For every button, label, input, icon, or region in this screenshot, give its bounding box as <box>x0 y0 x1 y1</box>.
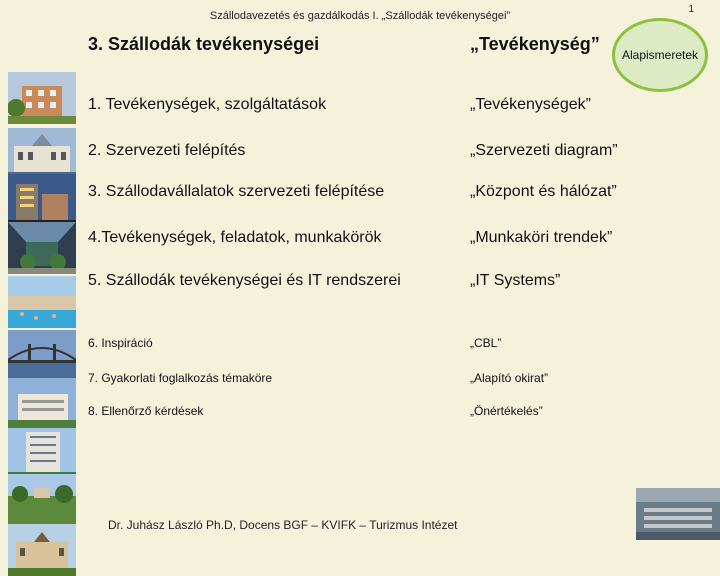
row-2-title: 2. Szervezeti felépítés <box>88 142 246 159</box>
row-4-title: 4.Tevékenységek, feladatok, munkakörök <box>88 229 382 246</box>
row-8-title: 8. Ellenőrző kérdések <box>88 404 204 418</box>
footer-credit: Dr. Juhász László Ph.D, Docens BGF – KVIFK – Turizmus Intézet <box>108 518 458 532</box>
row-5-title: 5. Szállodák tevékenységei és IT rendszerei <box>88 272 401 289</box>
row-5-keyword: „IT Systems” <box>470 272 561 289</box>
page-number: 1 <box>688 4 694 15</box>
row-4-keyword: „Munkaköri trendek” <box>470 229 613 246</box>
resort-photo <box>8 378 76 430</box>
alapismeretek-badge[interactable] <box>612 18 708 92</box>
row-1-title: 1. Tevékenységek, szolgáltatások <box>88 96 327 113</box>
castle-photo <box>8 524 76 576</box>
slide-title: 3. Szállodák tevékenységei <box>88 34 320 54</box>
hotel-building-photo <box>8 72 76 124</box>
slide-header: Szállodavezetés és gazdálkodás I. „Szállodák tevékenységei” <box>209 10 511 22</box>
row-8-keyword: „Önértékelés” <box>470 404 543 418</box>
bridge-photo <box>8 330 76 382</box>
conference-room-photo <box>636 488 720 540</box>
row-6-title: 6. Inspiráció <box>88 336 153 350</box>
row-7-title: 7. Gyakorlati foglalkozás témaköre <box>88 371 273 385</box>
city-hotel-photo <box>8 174 76 226</box>
row-6-keyword: „CBL” <box>470 336 502 350</box>
pool-photo <box>8 276 76 328</box>
tower-hotel-photo <box>8 428 76 480</box>
row-7-keyword: „Alapító okirat” <box>470 371 549 385</box>
row-3-title: 3. Szállodavállalatok szervezeti felépítése <box>88 183 385 200</box>
row-1-keyword: „Tevékenységek” <box>470 96 591 113</box>
row-3-keyword: „Központ és hálózat” <box>470 183 617 200</box>
badge-label: Alapismeretek <box>621 48 699 62</box>
slide-title-right: „Tevékenység” <box>470 34 600 54</box>
atrium-photo <box>8 222 76 274</box>
row-2-keyword: „Szervezeti diagram” <box>470 142 618 159</box>
garden-photo <box>8 474 76 526</box>
palace-hotel-photo <box>8 128 76 180</box>
